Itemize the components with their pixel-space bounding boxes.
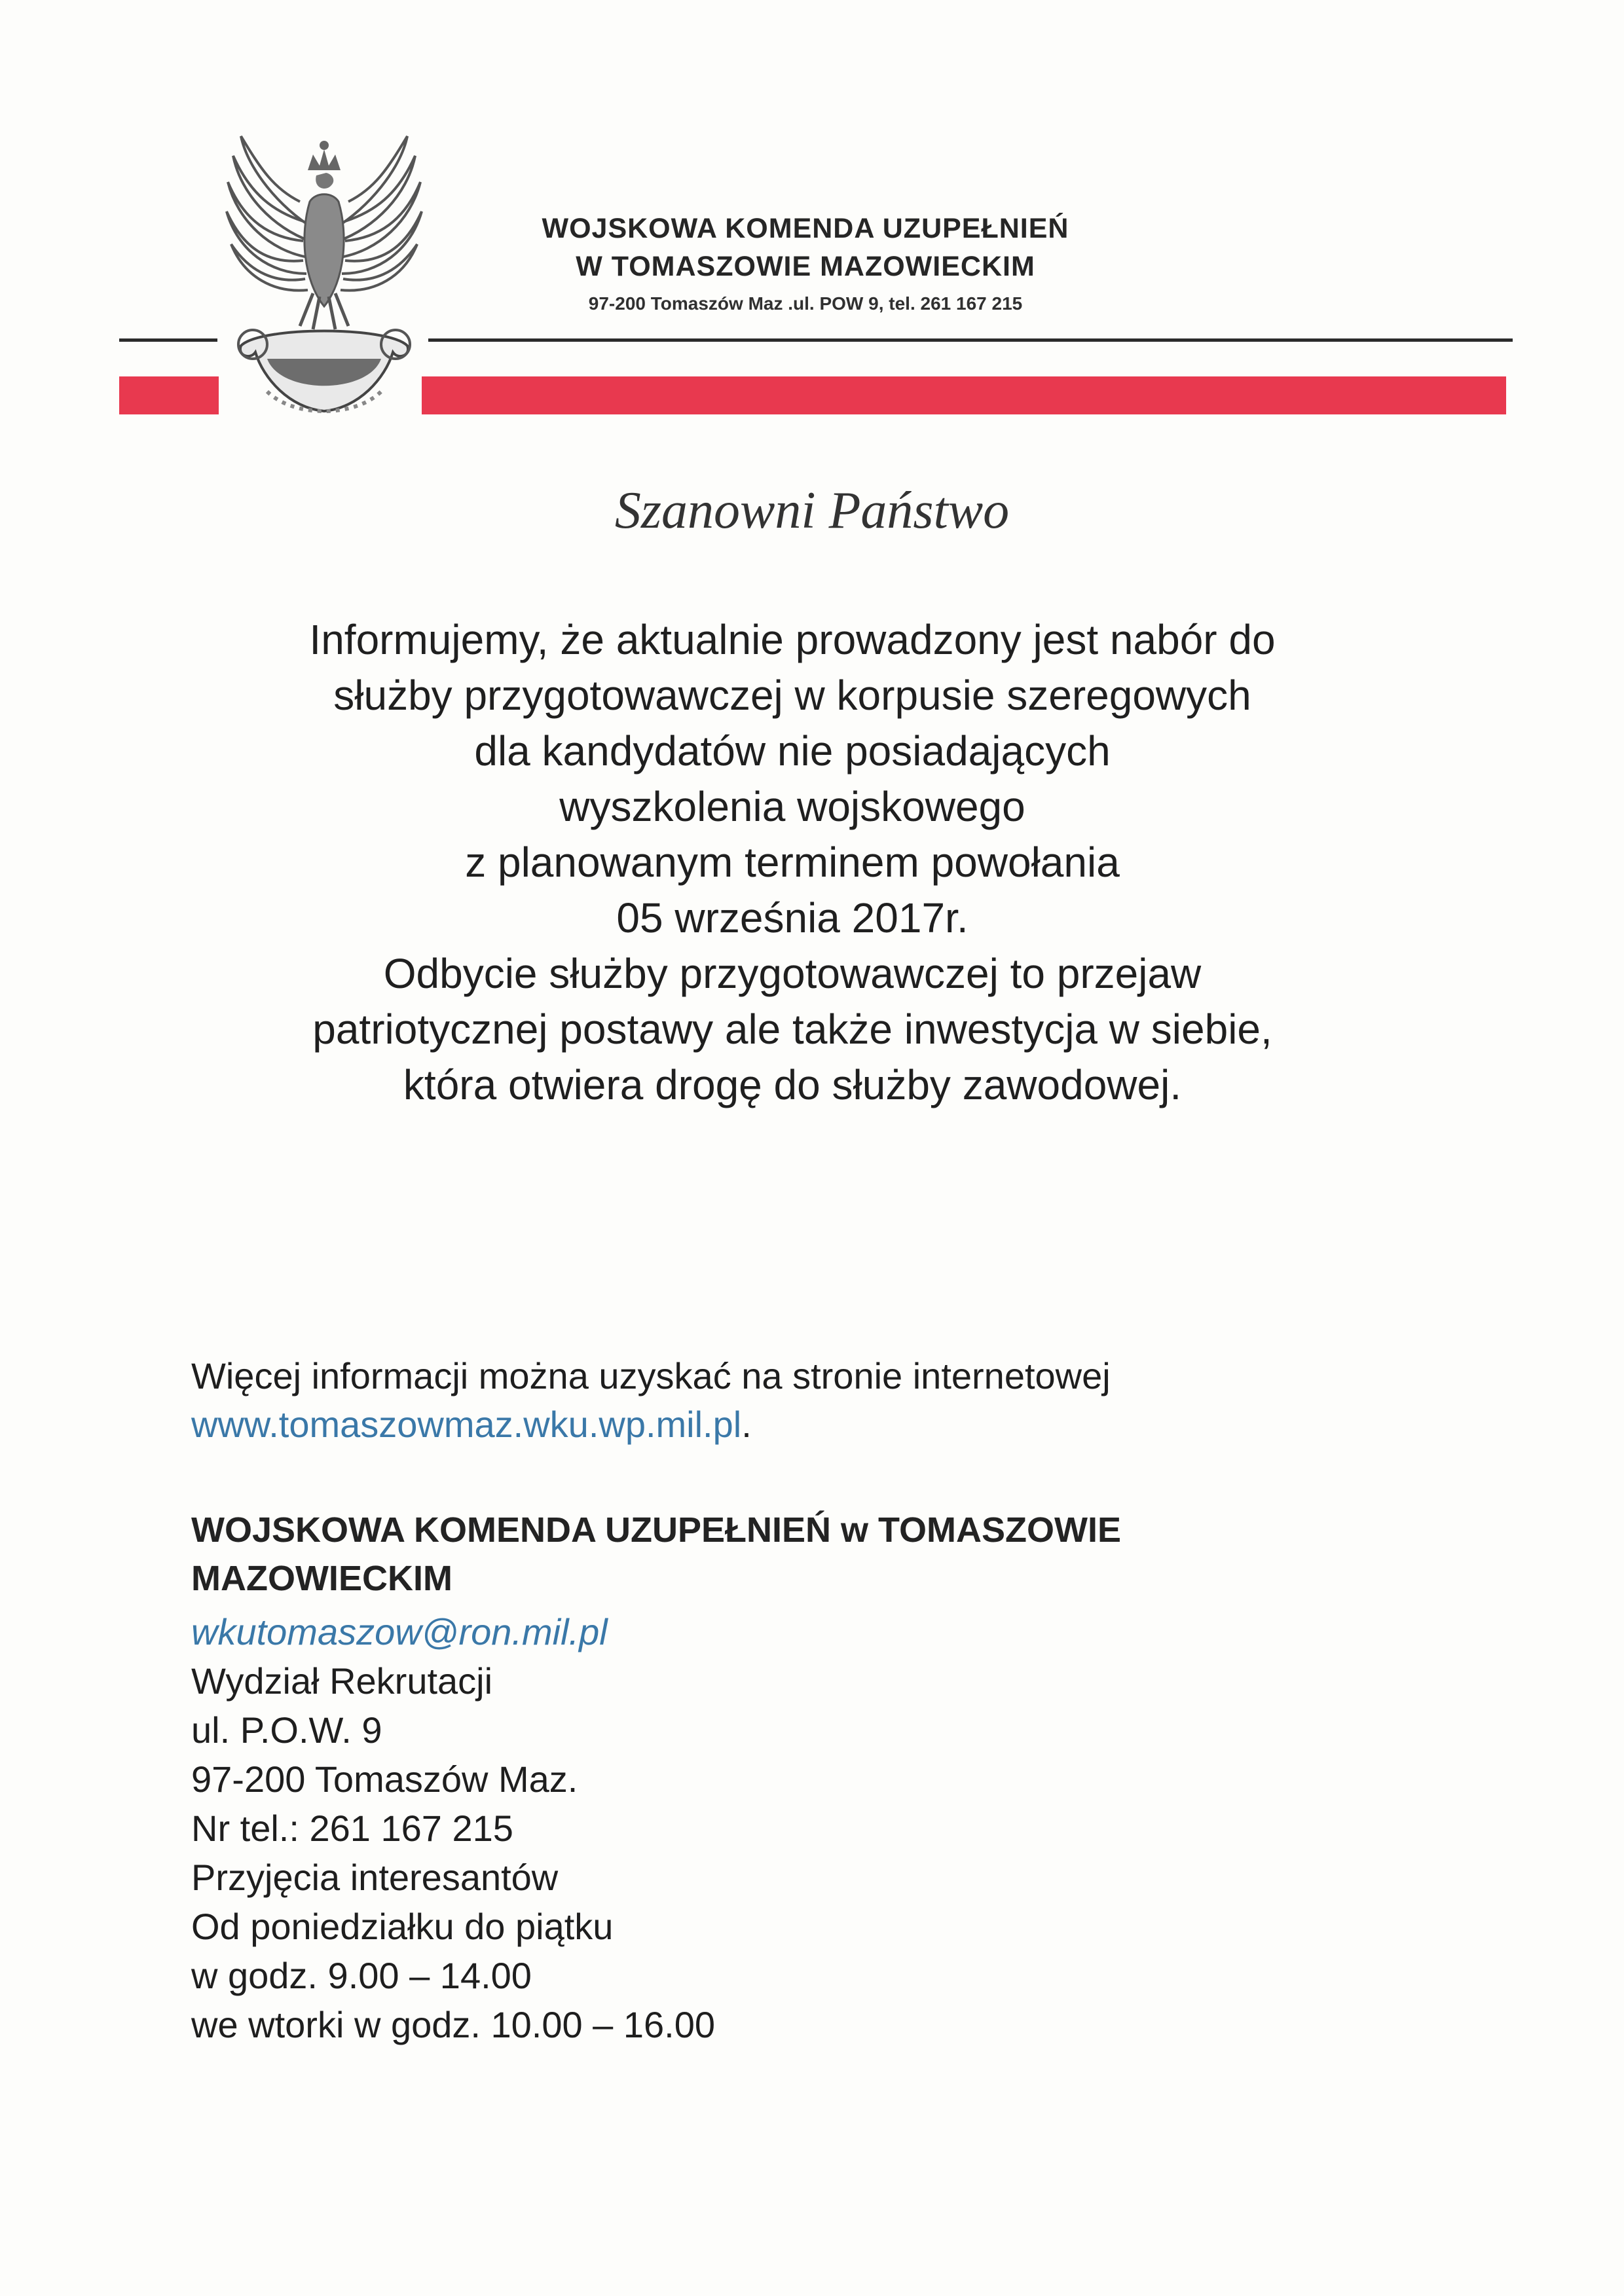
intro-line: która otwiera drogę do służby zawodowej. (403, 1061, 1182, 1108)
hours-tuesday: we wtorki w godz. 10.00 – 16.00 (191, 2004, 716, 2045)
intro-line: patriotycznej postawy ale także inwestycja w siebie, (312, 1006, 1272, 1053)
email-link[interactable]: wkutomaszow@ron.mil.pl (191, 1611, 608, 1652)
header-title-line1: WOJSKOWA KOMENDA UZUPEŁNIEŃ (542, 213, 1069, 244)
city-address: 97-200 Tomaszów Maz. (191, 1758, 578, 1800)
intro-paragraph (183, 612, 1401, 1113)
more-info-text: Więcej informacji można uzyskać na stronie internetowej (191, 1355, 1111, 1396)
org-name (191, 1506, 1121, 1603)
header-title-line2: W TOMASZOWIE MAZOWIECKIM (576, 251, 1035, 282)
hours-weekday: w godz. 9.00 – 14.00 (191, 1955, 532, 1996)
header-red-band-left (119, 376, 219, 414)
polish-military-eagle-icon (221, 130, 427, 424)
office-days: Od poniedziałku do piątku (191, 1906, 614, 1947)
website-link[interactable]: www.tomaszowmaz.wku.wp.mil.pl (191, 1404, 742, 1445)
org-name-line2: MAZOWIECKIM (191, 1559, 452, 1598)
phone-number: Nr tel.: 261 167 215 (191, 1808, 513, 1849)
header-address: 97-200 Tomaszów Maz .ul. POW 9, tel. 261 167 215 (588, 293, 1023, 314)
hours-title: Przyjęcia interesantów (191, 1857, 559, 1898)
street-address: ul. P.O.W. 9 (191, 1709, 382, 1751)
intro-line: z planowanym terminem powołania (465, 839, 1120, 886)
header-red-band-right (422, 376, 1506, 414)
header-rule-left (119, 338, 217, 342)
intro-line: Informujemy, że aktualnie prowadzony jest nabór do (309, 616, 1276, 663)
intro-line: Odbycie służby przygotowawczej to przejaw (383, 950, 1202, 997)
intro-line: wyszkolenia wojskowego (559, 783, 1025, 830)
department: Wydział Rekrutacji (191, 1660, 493, 1702)
more-info (191, 1352, 1111, 1449)
intro-line: 05 września 2017r. (616, 894, 969, 941)
header-rule-right (428, 338, 1513, 342)
contact-block (191, 1607, 715, 2049)
org-name-line1: WOJSKOWA KOMENDA UZUPEŁNIEŃ w TOMASZOWIE (191, 1510, 1122, 1550)
more-info-link-line (191, 1400, 1111, 1449)
intro-line: dla kandydatów nie posiadających (474, 727, 1111, 774)
greeting: Szanowni Państwo (614, 482, 1010, 539)
website-link-suffix: . (741, 1404, 752, 1445)
intro-line: służby przygotowawczej w korpusie szeregowych (333, 672, 1251, 719)
